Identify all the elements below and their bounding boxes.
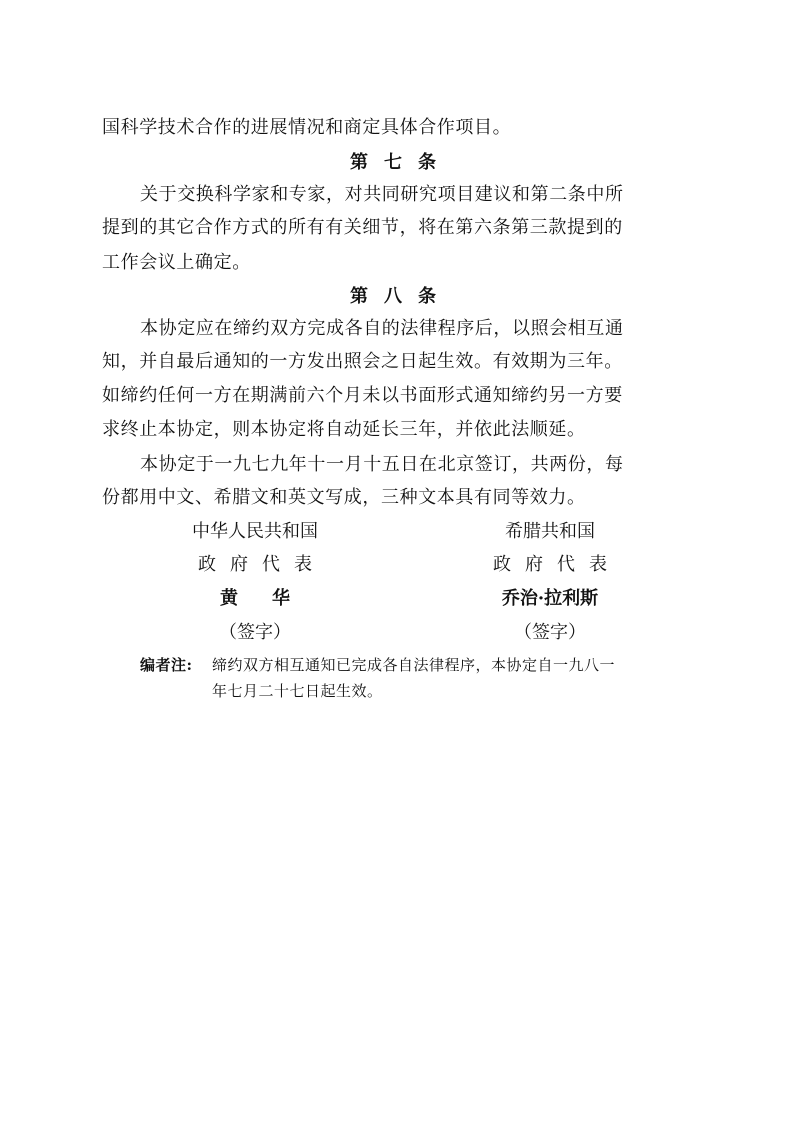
article-7-line-2: 提到的其它合作方式的所有有关细节，将在第六条第三款提到的 [102, 217, 623, 238]
article-7-line-3: 工作会议上确定。 [102, 252, 251, 273]
right-role: 政府代表 [493, 554, 621, 575]
article-8-p1-line-3: 如缔约任何一方在期满前六个月未以书面形式通知缔约另一方要 [102, 385, 623, 406]
article-6-tail-line: 国科学技术合作的进展情况和商定具体合作项目。 [102, 117, 512, 138]
editor-note-line-2: 年七月二十七日起生效。 [212, 682, 383, 700]
article-8-heading: 第八条 [350, 286, 452, 307]
article-8-p1-line-4: 求终止本协定，则本协定将自动延长三年，并依此法顺延。 [102, 419, 586, 440]
article-8-p1-line-2: 知，并自最后通知的一方发出照会之日起生效。有效期为三年。 [102, 351, 623, 372]
left-signed-mark: （签字） [219, 622, 291, 643]
left-role: 政府代表 [198, 554, 326, 575]
article-8-p2-line-2: 份都用中文、希腊文和英文写成，三种文本具有同等效力。 [102, 487, 586, 508]
article-7-heading: 第七条 [350, 152, 452, 173]
left-signatory-name: 黄华 [220, 588, 324, 609]
left-country: 中华人民共和国 [192, 521, 318, 542]
editor-note-line-1: 缔约双方相互通知已完成各自法律程序，本协定自一九八一 [212, 656, 616, 674]
right-signed-mark: （签字） [514, 622, 586, 643]
right-signatory-name: 乔治·拉利斯 [501, 588, 599, 609]
editor-note-label: 编者注: [140, 656, 193, 674]
right-country: 希腊共和国 [505, 521, 595, 542]
article-7-line-1: 关于交换科学家和专家，对共同研究项目建议和第二条中所 [140, 184, 624, 205]
article-8-p2-line-1: 本协定于一九七九年十一月十五日在北京签订，共两份，每 [140, 454, 624, 475]
article-8-p1-line-1: 本协定应在缔约双方完成各自的法律程序后，以照会相互通 [140, 318, 624, 339]
